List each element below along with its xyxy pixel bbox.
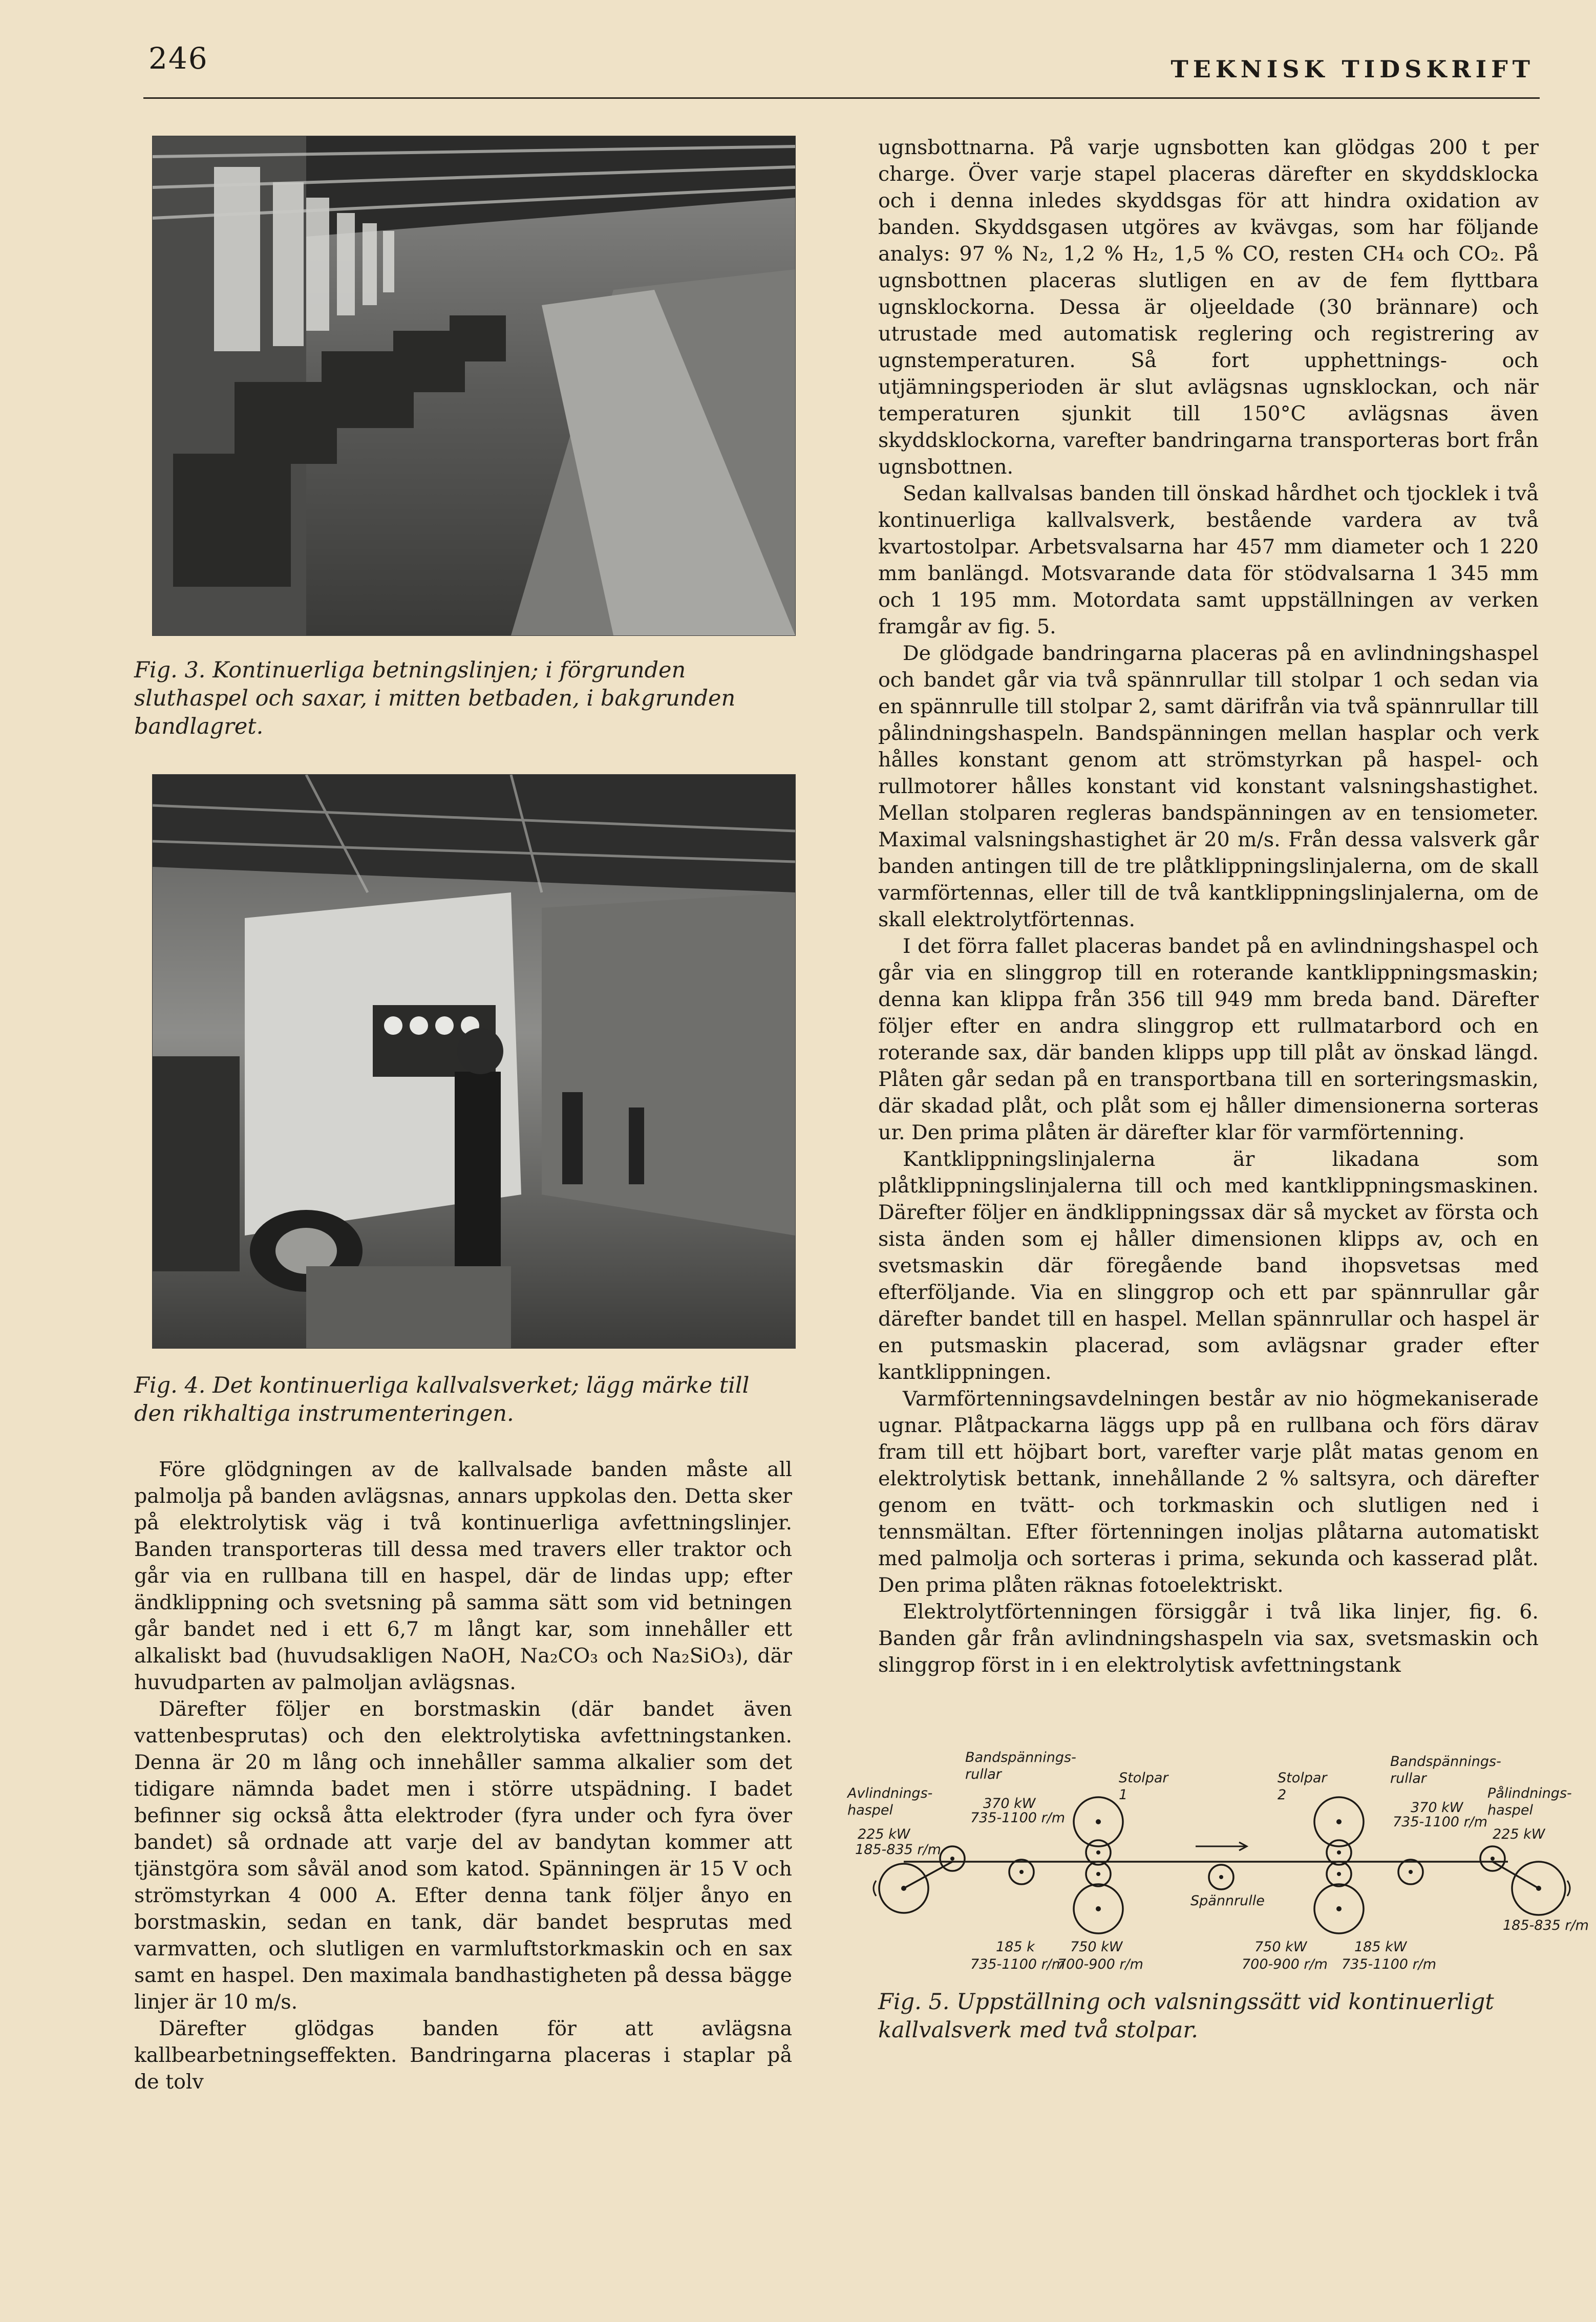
label-uncoiler-rpm: 185-835 r/m: [855, 1842, 941, 1858]
label-uncoiler-kw: 225 kW: [858, 1826, 910, 1842]
label-motor2-kw: 750 kW: [1070, 1939, 1123, 1955]
header-divider: [143, 97, 1540, 99]
fig5-diagram-drawing: [827, 1704, 1595, 1991]
right-paragraph-2: Sedan kallvalsas banden till önskad hårdhet och tjocklek i två kontinuerliga kallvalsverk, bestående vardera av två kvartostolpar. Arbetsvalsarna har 457 mm diameter och 1 220 mm banlängd. Motsvarande data för stödvalsarna 1 345 mm och 1 195 mm. Motordata samt uppställningen av verken framgår av fig. 5.: [878, 482, 1539, 638]
label-recoiler-kw: 225 kW: [1493, 1826, 1545, 1842]
fig3-photo-image: [153, 136, 795, 635]
label-stand-2: Stolpar 2: [1278, 1770, 1327, 1803]
fig5-caption: Fig. 5. Uppställning och valsningssätt vid kontinuerligt kallvalsverk med två stolpar.: [878, 1989, 1494, 2043]
left-body-text: [134, 1456, 792, 2095]
fig5-diagram: [827, 1704, 1595, 1991]
right-column: [847, 134, 1589, 2044]
label-recoiler: Pålindnings- haspel: [1487, 1785, 1572, 1818]
label-tension-rolls-right-rpm: 735-1100 r/m: [1393, 1814, 1488, 1830]
right-paragraph-7: Elektrolytförtenningen försiggår i två lika linjer, fig. 6. Banden går från avlindningshaspeln via sax, svetsmaskin och slinggrop först in i en elektrolytisk avfettningstank: [878, 1600, 1539, 1677]
left-paragraph-3: Därefter glödgas banden för att avlägsna kallbearbetningseffekten. Bandringarna placeras i staplar på de tolv: [134, 2017, 792, 2094]
page-number: 246: [148, 41, 208, 76]
left-paragraph-2: Därefter följer en borstmaskin (där bandet även vattenbesprutas) och den elektrolytiska avfettningstanken. Denna är 20 m lång och innehåller samma alkalier som det tidigare nämnda badet men i större utspädning. I badet befinner sig också åtta elektroder (fyra under och fyra över bandet) så ordnade att varje del av bandytan kommer att tjänstgöra som såväl anod som katod. Spänningen är 15 V och strömstyrkan 4 000 A. Efter denna tank följer ånyo en borstmaskin, sedan en tank, där bandet besprutas med varmvatten, och slutligen en varmluftstorkmaskin och en sax samt en haspel. Den maximala bandhastigheten på dessa bägge linjer är 10 m/s.: [134, 1697, 792, 2014]
fig3-caption: Fig. 3. Kontinuerliga betningslinjen; i förgrunden sluthaspel och saxar, i mitten betbaden, i bakgrunden bandlagret.: [134, 657, 736, 739]
fig3-photo: [152, 136, 796, 636]
label-motor1-rpm: 735-1100 r/m: [970, 1956, 1066, 1972]
left-paragraph-1: Före glödgningen av de kallvalsade banden måste all palmolja på banden avlägsnas, annars uppkolas den. Detta sker på elektrolytisk väg i två kontinuerliga avfettningslinjer. Banden transporteras till dessa med travers eller traktor och går via en rullbana till en haspel, där de lindas upp; efter ändklippning och svetsning på samma sätt som vid betningen går bandet ned i ett 6,7 m långt kar, som innehåller ett alkaliskt bad (huvudsakligen NaOH, Na₂CO₃ och Na₂SiO₃), där huvudparten av palmoljan avlägsnas.: [134, 1458, 792, 1694]
label-motor4-rpm: 735-1100 r/m: [1342, 1956, 1437, 1972]
label-stand-1: Stolpar 1: [1119, 1770, 1168, 1803]
fig4-caption: Fig. 4. Det kontinuerliga kallvalsverket; lägg märke till den rikhaltiga instrumenteringen.: [134, 1373, 750, 1426]
label-tension-rolls-left-kw: 370 kW: [983, 1796, 1036, 1812]
journal-title: TEKNISK TIDSKRIFT: [1171, 55, 1535, 83]
label-tension-rolls-left-rpm: 735-1100 r/m: [970, 1810, 1066, 1826]
label-tension-rolls-left: Bandspännings- rullar: [965, 1750, 1076, 1782]
right-paragraph-1: ugnsbottnarna. På varje ugnsbotten kan glödgas 200 t per charge. Över varje stapel placeras därefter en skyddsklocka och i denna inledes skyddsgas för att hindra oxidation av banden. Skyddsgasen utgöres av kvävgas, som har följande analys: 97 % N₂, 1,2 % H₂, 1,5 % CO, resten CH₄ och CO₂. På ugnsbottnen placeras slutligen en av de fem flyttbara ugnsklockorna. Dessa är oljeeldade (30 brännare) och utrustade med automatisk reglering och registrering av ugnstemperaturen. Så fort upphettnings- och utjämningsperioden är slut avlägsnas ugnsklockan, och när temperaturen sjunkit till 150°C avlägsnas även skyddsklockorna, varefter bandringarna transporteras bort från ugnsbottnen.: [878, 136, 1539, 479]
right-paragraph-6: Varmförtenningsavdelningen består av nio högmekaniserade ugnar. Plåtpackarna läggs upp på en rullbana och förs därav fram till ett höjbart bort, varefter varje plåt matas genom en elektrolytisk bettank, innehållande 2 % saltsyra, och därefter genom en tvätt- och torkmaskin och slutligen ned i tennsmältan. Efter förtenningen inoljas plåtarna automatiskt med palmolja och sorteras i prima, sekunda och kasserad plåt. Den prima plåten räknas fotoelektriskt.: [878, 1387, 1539, 1597]
label-motor1-kw: 185 k: [996, 1939, 1035, 1955]
label-motor4-kw: 185 kW: [1354, 1939, 1407, 1955]
label-tension-rolls-right-kw: 370 kW: [1411, 1800, 1463, 1816]
right-paragraph-5: Kantklippningslinjalerna är likadana som plåtklippningslinjalerna till och med kantklippningsmaskinen. Därefter följer en ändklippningssax där så mycket av första och sista änden som ej håller dimensionen klipps av, och en svetsmaskin där föregående band ihopsvetsas med efterföljande. Via en slinggrop och ett par spännrullar går därefter bandet till en haspel. Mellan spännrullar och haspel är en putsmaskin placerad, som avlägsnar grader efter kantklippningen.: [878, 1147, 1539, 1384]
right-paragraph-3: De glödgade bandringarna placeras på en avlindningshaspel och bandet går via två spännrullar till stolpar 1 och sedan via en spännrulle till stolpar 2, samt därifrån via två spännrullar till pålindningshaspeln. Bandspänningen mellan hasplar och verk hålles konstant genom att strömstyrkan på haspel- och rullmotorer hålles konstant vid konstant valsningshastighet. Mellan stolparen regleras bandspänningen av en tensiometer. Maximal valsningshastighet är 20 m/s. Från dessa valsverk går banden antingen till de tre plåtklippningslinjalerna, om de skall varmförtennas, eller till de två kantklippningslinjalerna, om de skall elektrolytförtennas.: [878, 642, 1539, 931]
right-paragraph-4: I det förra fallet placeras bandet på en avlindningshaspel och går via en slinggrop till en roterande kantklippningsmaskin; denna kan klippa från 356 till 949 mm breda band. Därefter följer efter en andra slinggrop ett rullmatarbord och en roterande sax, där banden klipps upp till plåt av önskad längd. Plåten går sedan på en transportbana till en sorteringsmaskin, där skadad plåt, och plåt som ej håller dimensionerna sorteras ur. Den prima plåten är därefter klar för varmförtenning.: [878, 934, 1539, 1144]
label-uncoiler: Avlindnings- haspel: [847, 1785, 933, 1818]
label-tension-rolls-right: Bandspännings- rullar: [1390, 1754, 1501, 1786]
fig4-photo-image: [153, 775, 795, 1348]
label-motor3-kw: 750 kW: [1254, 1939, 1307, 1955]
label-motor3-rpm: 700-900 r/m: [1242, 1956, 1328, 1972]
label-motor2-rpm: 700-900 r/m: [1057, 1956, 1143, 1972]
label-tension-roll: Spännrulle: [1190, 1893, 1265, 1909]
fig4-photo: [152, 774, 796, 1349]
label-recoiler-rpm: 185-835 r/m: [1503, 1918, 1589, 1933]
left-column: [134, 136, 792, 2095]
right-body-text: [878, 134, 1539, 1678]
